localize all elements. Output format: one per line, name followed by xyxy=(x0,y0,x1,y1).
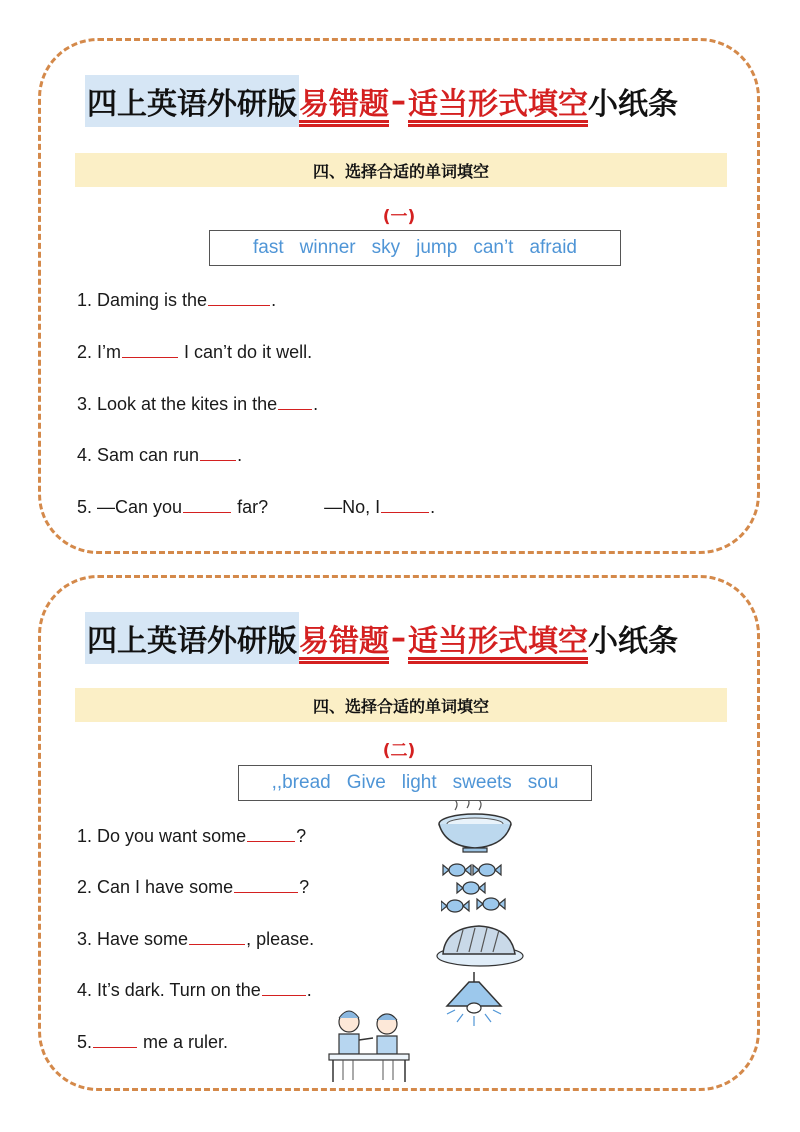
question-text: I can’t do it well. xyxy=(179,342,313,362)
question-text: . xyxy=(306,980,312,1000)
question-3 xyxy=(77,394,318,415)
question-3 xyxy=(77,929,314,950)
answer-blank[interactable] xyxy=(247,840,295,842)
answer-blank[interactable] xyxy=(278,408,312,410)
bread-icon xyxy=(435,920,525,968)
word-bank-item: sweets xyxy=(452,772,512,793)
word-bank-item: fast xyxy=(253,237,284,258)
answer-blank[interactable] xyxy=(189,943,245,945)
question-4 xyxy=(77,980,312,1001)
worksheet-card-2 xyxy=(38,575,760,1091)
section-heading: 四、选择合适的单词填空 xyxy=(75,688,727,722)
question-5 xyxy=(77,1032,228,1053)
word-bank-item: sky xyxy=(371,237,401,258)
question-5 xyxy=(77,497,435,518)
answer-blank[interactable] xyxy=(381,511,429,513)
question-text: 3. Have some xyxy=(77,929,189,949)
question-1 xyxy=(77,290,276,311)
question-text: . xyxy=(237,445,243,465)
title-part-2: 易错题 xyxy=(299,87,389,122)
question-text: . xyxy=(313,394,319,414)
card1-title xyxy=(85,75,678,127)
section-number: (二) xyxy=(382,741,416,761)
children-desk-icon xyxy=(327,1006,411,1084)
title-part-2: 易错题 xyxy=(299,624,389,659)
word-bank-item: sou xyxy=(527,772,559,793)
question-text: —No, I xyxy=(324,497,381,517)
question-text: 5. xyxy=(77,1032,93,1052)
section-number: (一) xyxy=(382,207,416,227)
sweets-icon xyxy=(441,858,511,918)
answer-blank[interactable] xyxy=(208,304,270,306)
question-text: 2. Can I have some xyxy=(77,877,234,897)
question-2 xyxy=(77,877,309,898)
question-4 xyxy=(77,445,242,466)
title-part-3: 适当形式填空 xyxy=(408,87,588,122)
question-text: far? xyxy=(232,497,269,517)
word-bank-item: light xyxy=(401,772,437,793)
question-2 xyxy=(77,342,312,363)
title-part-3: 适当形式填空 xyxy=(408,624,588,659)
word-bank-item: afraid xyxy=(529,237,577,258)
title-part-4: 小纸条 xyxy=(588,87,678,122)
question-text: 4. Sam can run xyxy=(77,445,200,465)
lamp-icon xyxy=(439,972,509,1030)
title-dash: – xyxy=(391,620,406,656)
title-part-1: 四上英语外研版 xyxy=(85,612,299,664)
question-text: ? xyxy=(299,877,310,897)
question-1 xyxy=(77,826,306,847)
question-text: . xyxy=(271,290,277,310)
title-part-4: 小纸条 xyxy=(588,624,678,659)
word-bank xyxy=(238,765,592,801)
answer-blank[interactable] xyxy=(200,459,236,461)
title-part-1: 四上英语外研版 xyxy=(85,75,299,127)
answer-blank[interactable] xyxy=(183,511,231,513)
soup-bowl-icon xyxy=(435,800,515,856)
question-text: 3. Look at the kites in the xyxy=(77,394,278,414)
word-bank xyxy=(209,230,621,266)
word-bank-item: Give xyxy=(346,772,386,793)
word-bank-item: winner xyxy=(299,237,356,258)
word-bank-item: jump xyxy=(416,237,458,258)
answer-blank[interactable] xyxy=(262,994,306,996)
worksheet-card-1 xyxy=(38,38,760,554)
question-text: 4. It’s dark. Turn on the xyxy=(77,980,261,1000)
question-text: . xyxy=(430,497,436,517)
question-text: 5. —Can you xyxy=(77,497,183,517)
title-dash: – xyxy=(391,83,406,119)
section-heading: 四、选择合适的单词填空 xyxy=(75,153,727,187)
question-text: 1. Do you want some xyxy=(77,826,247,846)
word-bank-item: can’t xyxy=(473,237,514,258)
answer-blank[interactable] xyxy=(122,356,178,358)
word-bank-item: ,,bread xyxy=(271,772,331,793)
question-text: me a ruler. xyxy=(138,1032,229,1052)
question-text: 2. I’m xyxy=(77,342,122,362)
question-text: ? xyxy=(296,826,307,846)
question-text: 1. Daming is the xyxy=(77,290,208,310)
answer-blank[interactable] xyxy=(93,1046,137,1048)
card2-title xyxy=(85,612,678,664)
answer-blank[interactable] xyxy=(234,891,298,893)
question-text: , please. xyxy=(246,929,315,949)
